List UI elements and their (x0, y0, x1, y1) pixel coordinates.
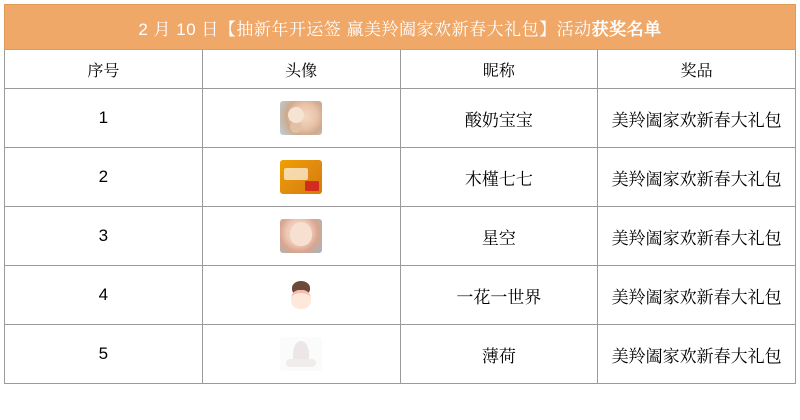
row-nickname: 一花一世界 (400, 266, 598, 325)
sketch-figure-avatar (280, 337, 322, 371)
avatar-wrap (203, 278, 400, 312)
row-nickname: 酸奶宝宝 (400, 89, 598, 148)
title-row (5, 5, 796, 50)
avatar-wrap (203, 101, 400, 135)
table-row (5, 266, 796, 325)
table-row (5, 89, 796, 148)
avatar-wrap (203, 219, 400, 253)
row-prize: 美羚阖家欢新春大礼包 (598, 89, 796, 148)
column-header-index: 序号 (5, 50, 203, 89)
row-index: 1 (5, 89, 203, 148)
orange-card-flag-avatar (280, 160, 322, 194)
woman-portrait-avatar (280, 219, 322, 253)
row-avatar-cell (202, 89, 400, 148)
column-header-prize: 奖品 (598, 50, 796, 89)
page-title (5, 5, 796, 50)
row-index: 3 (5, 207, 203, 266)
row-index: 2 (5, 148, 203, 207)
award-table (4, 4, 796, 384)
row-nickname: 星空 (400, 207, 598, 266)
row-avatar-cell (202, 148, 400, 207)
avatar-wrap (203, 160, 400, 194)
row-prize: 美羚阖家欢新春大礼包 (598, 266, 796, 325)
row-prize: 美羚阖家欢新春大礼包 (598, 207, 796, 266)
baby-photo-avatar (280, 101, 322, 135)
column-header-nickname: 昵称 (400, 50, 598, 89)
award-list-document (0, 4, 800, 420)
avatar-wrap (203, 337, 400, 371)
row-prize: 美羚阖家欢新春大礼包 (598, 325, 796, 384)
row-avatar-cell (202, 266, 400, 325)
row-avatar-cell (202, 325, 400, 384)
row-avatar-cell (202, 207, 400, 266)
table-row (5, 325, 796, 384)
table-header-row (5, 50, 796, 89)
page-title-highlight: 获奖名单 (591, 19, 662, 39)
row-nickname: 薄荷 (400, 325, 598, 384)
table-row (5, 207, 796, 266)
page-title-prefix: 2 月 10 日【抽新年开运签 赢美羚阖家欢新春大礼包】活动 (138, 19, 592, 39)
column-header-avatar: 头像 (202, 50, 400, 89)
row-index: 5 (5, 325, 203, 384)
row-nickname: 木槿七七 (400, 148, 598, 207)
row-index: 4 (5, 266, 203, 325)
table-row (5, 148, 796, 207)
cartoon-girl-avatar (280, 278, 322, 312)
row-prize: 美羚阖家欢新春大礼包 (598, 148, 796, 207)
